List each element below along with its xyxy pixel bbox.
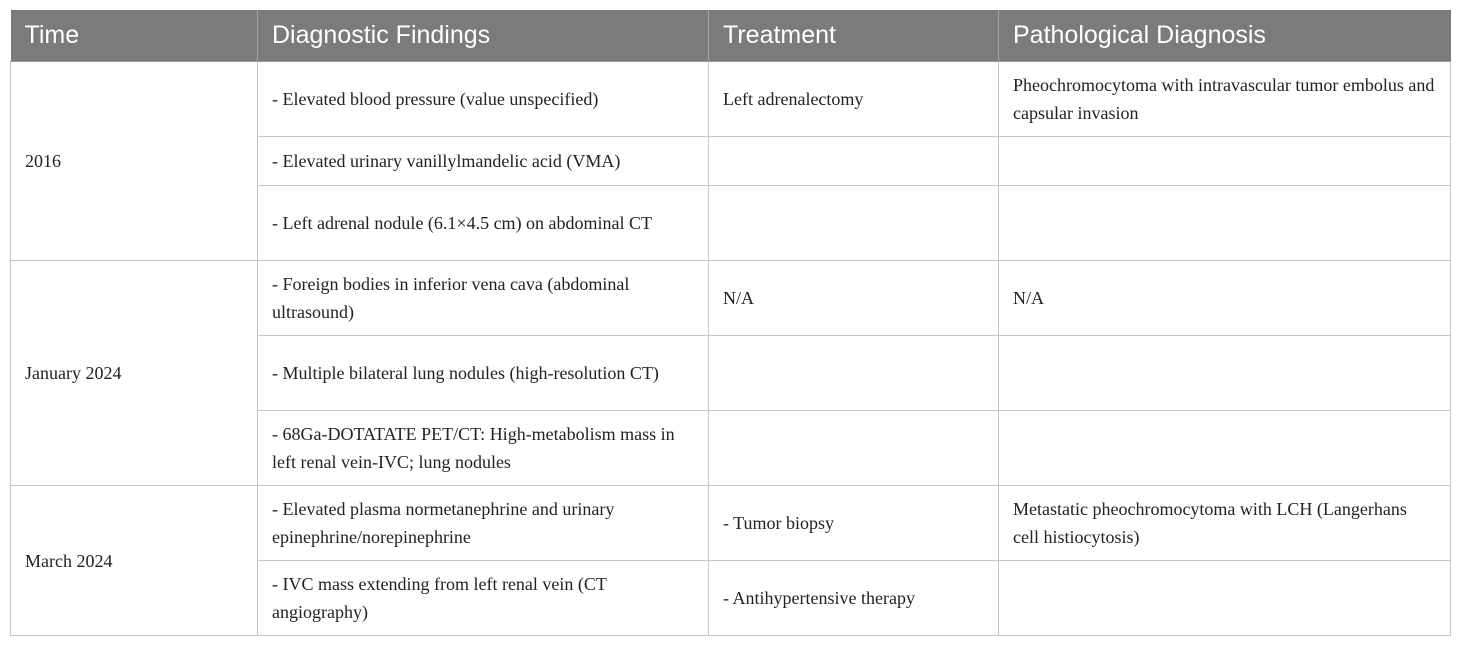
treatment-cell [709, 336, 999, 411]
treatment-cell: - Tumor biopsy [709, 486, 999, 561]
treatment-cell: - Antihypertensive therapy [709, 561, 999, 636]
time-cell: March 2024 [11, 486, 258, 636]
finding-cell: - Foreign bodies in inferior vena cava (abdominal ultrasound) [258, 261, 709, 336]
table-header-row [11, 10, 1451, 62]
pathology-cell [999, 411, 1451, 486]
pathology-cell [999, 561, 1451, 636]
header-diagnostic-findings: Diagnostic Findings [258, 10, 709, 62]
pathology-cell [999, 137, 1451, 186]
finding-cell: - 68Ga-DOTATATE PET/CT: High-metabolism mass in left renal vein-IVC; lung nodules [258, 411, 709, 486]
table-row [11, 261, 1451, 336]
header-treatment: Treatment [709, 10, 999, 62]
table-row [11, 62, 1451, 137]
finding-cell: - Elevated plasma normetanephrine and urinary epinephrine/norepinephrine [258, 486, 709, 561]
pathology-cell [999, 186, 1451, 261]
treatment-cell [709, 411, 999, 486]
finding-cell: - Elevated blood pressure (value unspecified) [258, 62, 709, 137]
clinical-timeline-table [10, 10, 1451, 636]
clinical-timeline-table-wrapper [10, 10, 1450, 636]
finding-cell: - Left adrenal nodule (6.1×4.5 cm) on abdominal CT [258, 186, 709, 261]
finding-cell: - Elevated urinary vanillylmandelic acid (VMA) [258, 137, 709, 186]
treatment-cell [709, 137, 999, 186]
header-pathological-diagnosis: Pathological Diagnosis [999, 10, 1451, 62]
time-cell: 2016 [11, 62, 258, 261]
time-cell: January 2024 [11, 261, 258, 486]
treatment-cell: Left adrenalectomy [709, 62, 999, 137]
pathology-cell: Pheochromocytoma with intravascular tumor embolus and capsular invasion [999, 62, 1451, 137]
pathology-cell: Metastatic pheochromocytoma with LCH (Langerhans cell histiocytosis) [999, 486, 1451, 561]
finding-cell: - IVC mass extending from left renal vein (CT angiography) [258, 561, 709, 636]
pathology-cell [999, 336, 1451, 411]
table-row [11, 486, 1451, 561]
treatment-cell: N/A [709, 261, 999, 336]
pathology-cell: N/A [999, 261, 1451, 336]
finding-cell: - Multiple bilateral lung nodules (high-resolution CT) [258, 336, 709, 411]
header-time: Time [11, 10, 258, 62]
treatment-cell [709, 186, 999, 261]
